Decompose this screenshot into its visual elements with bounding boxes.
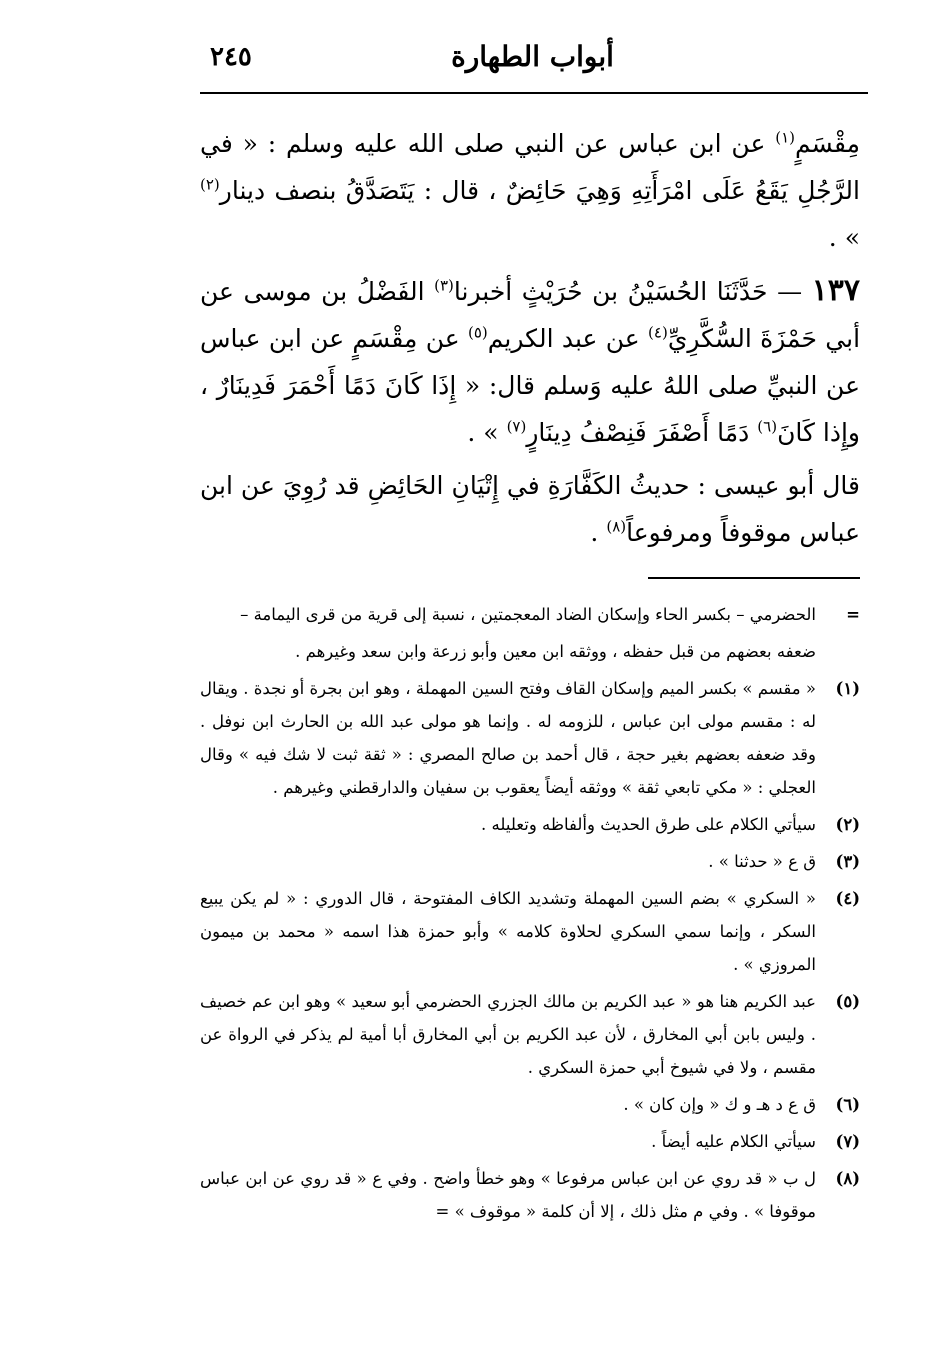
text: » . [467, 418, 499, 447]
page-number: ٢٤٥ [210, 42, 252, 72]
footnote-4 [200, 882, 860, 981]
footnote-text: ق ع د هـ و ك « وإن كان » . [623, 1095, 816, 1114]
footnote-label: (٨) [835, 1169, 860, 1188]
footnote-text: ق ع « حدثنا » . [708, 852, 816, 871]
footnote-3 [200, 845, 860, 878]
footnote-label: (٣) [835, 852, 860, 871]
footnote-8 [200, 1162, 860, 1228]
footnote-text: عبد الكريم هنا هو « عبد الكريم بن مالك الجزري الحضرمي أبو سعيد » وهو ابن عم خصيف . وليس بابن أبي المخارق ، لأن عبد الكريم بن أبي المخارق أبا أمية لم يذكر في الرواة عن مقسم ، ولا في شيوخ أبي حمزة السكري . [200, 992, 816, 1077]
continuation-marker: = [846, 605, 860, 624]
text: مِقْسَمٍ [795, 129, 861, 158]
text: عن عبد الكريم [487, 324, 640, 353]
footnote-ref[interactable]: (٦) [757, 417, 778, 436]
paragraph-continuation [200, 120, 860, 261]
footnote-continued [200, 598, 860, 631]
footnote-text: « مقسم » بكسر الميم وإسكان القاف وفتح السين المهملة ، وهو ابن بجرة أو نجدة . ويقال له : مقسم مولى ابن عباس ، للزومه له . وإنما هو مولى عبد الله بن الحارث ابن نوفل . وقد ضعفه بعضهم بغير حجة ، قال أحمد بن صالح المصري : « ثقة ثبت لا شك فيه » وقال العجلي : « مكي تابعي ثقة » ووثقه أيضاً يعقوب بن سفيان والدارقطني وغيرهم . [200, 679, 816, 797]
footnote-6 [200, 1088, 860, 1121]
text: دَمًا أَصْفَرَ فَنِصْفُ دِينَارٍ [526, 418, 750, 447]
footnote-1 [200, 672, 860, 804]
footnote-label: (٧) [835, 1132, 860, 1151]
commentary-paragraph [200, 462, 860, 556]
text: عن مِقْسَمٍ عن ابن عباس عن النبيِّ صلى اللهُ عليه وَسلم قال: « إِذَا كَانَ دَمًا أَحْمَرَ فَدِينَارٌ ، وإِذا كَانَ [200, 324, 860, 447]
hadith-number: ١٣٧ [811, 273, 860, 308]
footnote-ref[interactable]: (٤) [648, 323, 668, 342]
text: قال أبو عيسى : حديثُ الكَفَّارَةِ في إِتْيَانِ الحَائِضِ قد رُوِيَ عن ابن عباس موقوفاً ومرفوعاً [200, 471, 860, 547]
footnote-text: سيأتي الكلام عليه أيضاً . [651, 1132, 816, 1151]
text: — حَدَّثَنَا الحُسَيْنُ بن حُرَيْثٍ أخبرنا [453, 277, 803, 306]
footnote-ref[interactable]: (٣) [434, 276, 454, 295]
hadith-paragraph [200, 267, 860, 456]
footnote-ref[interactable]: (١) [775, 128, 796, 147]
footnote-5 [200, 985, 860, 1084]
footnote-ref[interactable]: (٥) [468, 323, 488, 342]
footnote-text: « السكري » بضم السين المهملة وتشديد الكاف المفتوحة ، قال الدوري : « لم يكن يبيع السكر ، وإنما سمي السكري لحلاوة كلامه » وأبو حمزة هذا اسمه « محمد بن ميمون المروزي » . [200, 889, 816, 974]
text: » . [828, 223, 860, 252]
main-text [200, 120, 860, 562]
footnote-divider [648, 577, 860, 579]
text: عن ابن عباس عن النبي صلى الله عليه وسلم : « في الرَّجُلِ يَقَعُ عَلَى امْرَأَتِهِ وَهِيَ حَائِضٌ ، قال : يَتَصَدَّقُ بنصف دينار [200, 129, 860, 205]
footnote-text: سيأتي الكلام على طرق الحديث وألفاظه وتعليله . [481, 815, 816, 834]
footnote-ref[interactable]: (٢) [200, 175, 220, 194]
footnote-label: (١) [835, 679, 860, 698]
footnote-label: (٥) [835, 992, 860, 1011]
page-header [200, 38, 865, 88]
footnote-ref[interactable]: (٧) [506, 417, 527, 436]
footnote-label: (٤) [835, 889, 860, 908]
footnote-label: (٢) [835, 815, 860, 834]
footnotes [200, 598, 860, 1232]
text: . [590, 518, 599, 547]
header-rule [200, 92, 868, 94]
footnote-text: الحضرمي – بكسر الحاء وإسكان الضاد المعجمتين ، نسبة إلى قرية من قرى اليمامة – [240, 605, 816, 624]
footnote-7 [200, 1125, 860, 1158]
footnote-2 [200, 808, 860, 841]
footnote-ref[interactable]: (٨) [606, 517, 627, 536]
footnote-text: ضعفه بعضهم من قبل حفظه ، ووثقه ابن معين وأبو زرعة وابن سعد وغيرهم . [295, 642, 816, 661]
footnote-label: (٦) [835, 1095, 860, 1114]
running-head: أبواب الطهارة [451, 40, 614, 73]
text: الفَضْلُ بن موسى عن أبي حَمْزَةَ السُّكَّرِيِّ [200, 277, 861, 353]
footnote-text: ل ب « قد روي عن ابن عباس مرفوعا » وهو خطأ واضح . وفي ع « قد روي عن ابن عباس موقوفا » . وفي م مثل ذلك ، إلا أن كلمة « موقوف » = [200, 1169, 816, 1221]
